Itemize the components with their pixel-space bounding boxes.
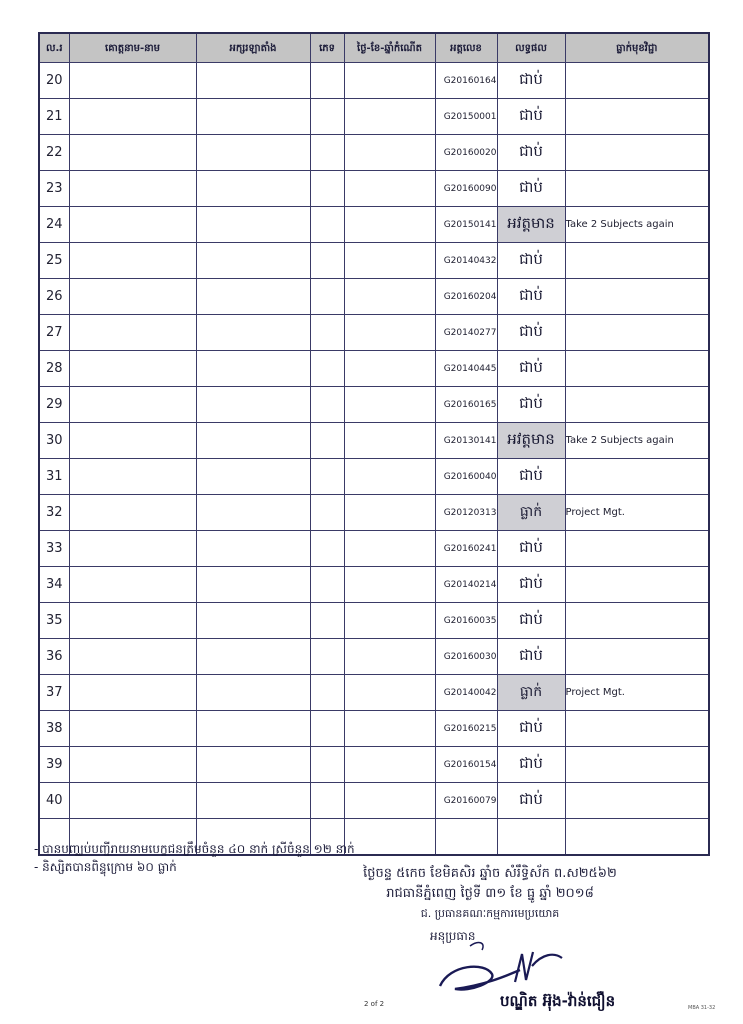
row-number: 37 bbox=[39, 675, 69, 711]
khmer-name-cell bbox=[69, 243, 196, 279]
header-sex: ភេទ bbox=[310, 33, 344, 63]
row-number: 36 bbox=[39, 639, 69, 675]
result-cell: ជាប់ bbox=[497, 135, 565, 171]
latin-name-cell bbox=[196, 567, 310, 603]
birthdate-cell bbox=[344, 423, 435, 459]
sex-cell bbox=[310, 63, 344, 99]
latin-name-cell bbox=[196, 783, 310, 819]
result-cell: ធ្លាក់ bbox=[497, 495, 565, 531]
latin-name-cell bbox=[196, 423, 310, 459]
birthdate-cell bbox=[344, 315, 435, 351]
student-id-cell: G20160165 bbox=[435, 387, 497, 423]
birthdate-cell bbox=[344, 783, 435, 819]
signature-area bbox=[430, 928, 690, 998]
khmer-name-cell bbox=[69, 207, 196, 243]
sex-cell bbox=[310, 387, 344, 423]
row-number: 26 bbox=[39, 279, 69, 315]
result-cell: អវត្តមាន bbox=[497, 423, 565, 459]
sex-cell bbox=[310, 567, 344, 603]
student-id-cell: G20160241 bbox=[435, 531, 497, 567]
khmer-name-cell bbox=[69, 279, 196, 315]
birthdate-cell bbox=[344, 171, 435, 207]
table-row bbox=[39, 459, 709, 495]
sex-cell bbox=[310, 171, 344, 207]
khmer-name-cell bbox=[69, 531, 196, 567]
result-cell: ជាប់ bbox=[497, 639, 565, 675]
birthdate-cell bbox=[344, 639, 435, 675]
latin-name-cell bbox=[196, 675, 310, 711]
student-id-cell: G20140277 bbox=[435, 315, 497, 351]
row-number: 31 bbox=[39, 459, 69, 495]
date-block bbox=[320, 864, 660, 924]
failed-subject-cell bbox=[565, 603, 709, 639]
failed-subject-cell bbox=[565, 279, 709, 315]
birthdate-cell bbox=[344, 531, 435, 567]
row-number: 22 bbox=[39, 135, 69, 171]
failed-subject-cell bbox=[565, 387, 709, 423]
khmer-name-cell bbox=[69, 747, 196, 783]
latin-name-cell bbox=[196, 531, 310, 567]
sex-cell bbox=[310, 243, 344, 279]
sex-cell bbox=[310, 711, 344, 747]
birthdate-cell bbox=[344, 279, 435, 315]
result-cell: ជាប់ bbox=[497, 711, 565, 747]
result-cell: ជាប់ bbox=[497, 279, 565, 315]
student-id-cell: G20160090 bbox=[435, 171, 497, 207]
table-header-row bbox=[39, 33, 709, 63]
failed-subject-cell bbox=[565, 63, 709, 99]
result-cell: ជាប់ bbox=[497, 783, 565, 819]
lunar-date: ថ្ងៃចន្ទ ៥កេច ខែមិគសិរ ឆ្នាំច សំរឹទ្ធិស័ក ព.ស២៥៦២ bbox=[363, 866, 617, 881]
header-failed-subject: ធ្លាក់មុខវិជ្ជា bbox=[565, 33, 709, 63]
birthdate-cell bbox=[344, 387, 435, 423]
result-cell: ជាប់ bbox=[497, 387, 565, 423]
sex-cell bbox=[310, 135, 344, 171]
row-number: 28 bbox=[39, 351, 69, 387]
table-row bbox=[39, 315, 709, 351]
birthdate-cell bbox=[344, 459, 435, 495]
table-row bbox=[39, 135, 709, 171]
failed-subject-cell bbox=[565, 99, 709, 135]
table-row bbox=[39, 495, 709, 531]
birthdate-cell bbox=[344, 135, 435, 171]
result-cell: អវត្តមាន bbox=[497, 207, 565, 243]
row-number: 27 bbox=[39, 315, 69, 351]
latin-name-cell bbox=[196, 99, 310, 135]
failed-subject-cell: Take 2 Subjects again bbox=[565, 423, 709, 459]
sex-cell bbox=[310, 459, 344, 495]
latin-name-cell bbox=[196, 63, 310, 99]
table-row bbox=[39, 279, 709, 315]
birthdate-cell bbox=[344, 243, 435, 279]
signatory-name: បណ្ឌិត អ៊ុង-វ៉ាន់ជឿន bbox=[500, 992, 616, 1010]
sex-cell bbox=[310, 351, 344, 387]
failed-subject-cell bbox=[565, 459, 709, 495]
latin-name-cell bbox=[196, 171, 310, 207]
empty-cell bbox=[344, 819, 435, 856]
student-id-cell: G20160020 bbox=[435, 135, 497, 171]
student-id-cell: G20150141 bbox=[435, 207, 497, 243]
failed-subject-cell bbox=[565, 783, 709, 819]
result-cell: ជាប់ bbox=[497, 351, 565, 387]
row-number: 35 bbox=[39, 603, 69, 639]
failed-subject-cell bbox=[565, 351, 709, 387]
khmer-name-cell bbox=[69, 783, 196, 819]
row-number: 24 bbox=[39, 207, 69, 243]
latin-name-cell bbox=[196, 459, 310, 495]
sex-cell bbox=[310, 783, 344, 819]
sex-cell bbox=[310, 603, 344, 639]
result-cell: ជាប់ bbox=[497, 99, 565, 135]
result-cell: ជាប់ bbox=[497, 459, 565, 495]
student-id-cell: G20160030 bbox=[435, 639, 497, 675]
student-id-cell: G20140042 bbox=[435, 675, 497, 711]
student-id-cell: G20160204 bbox=[435, 279, 497, 315]
latin-name-cell bbox=[196, 315, 310, 351]
sex-cell bbox=[310, 495, 344, 531]
sex-cell bbox=[310, 639, 344, 675]
note-line: - និស្សិតបានពិន្ទុក្រោម ៦០ ធ្លាក់ bbox=[34, 860, 177, 874]
khmer-name-cell bbox=[69, 675, 196, 711]
empty-cell bbox=[497, 819, 565, 856]
place-date: រាជធានីភ្នំពេញ ថ្ងៃទី ៣១ ខែ ធ្នូ ឆ្នាំ ២០១៨ bbox=[386, 886, 594, 901]
khmer-name-cell bbox=[69, 99, 196, 135]
signatory-title: ជ. ប្រធានគណៈកម្មការមេប្រយោគ bbox=[420, 907, 560, 920]
header-khmer-name: គោត្តនាម-នាម bbox=[69, 33, 196, 63]
sex-cell bbox=[310, 279, 344, 315]
birthdate-cell bbox=[344, 711, 435, 747]
result-cell: ជាប់ bbox=[497, 567, 565, 603]
sex-cell bbox=[310, 207, 344, 243]
sex-cell bbox=[310, 747, 344, 783]
sex-cell bbox=[310, 675, 344, 711]
birthdate-cell bbox=[344, 99, 435, 135]
failed-subject-cell bbox=[565, 135, 709, 171]
result-cell: ជាប់ bbox=[497, 603, 565, 639]
result-cell: ជាប់ bbox=[497, 243, 565, 279]
latin-name-cell bbox=[196, 207, 310, 243]
student-id-cell: G20120313 bbox=[435, 495, 497, 531]
table-row bbox=[39, 423, 709, 459]
khmer-name-cell bbox=[69, 63, 196, 99]
row-number: 32 bbox=[39, 495, 69, 531]
khmer-name-cell bbox=[69, 423, 196, 459]
latin-name-cell bbox=[196, 747, 310, 783]
table-row bbox=[39, 603, 709, 639]
latin-name-cell bbox=[196, 711, 310, 747]
table-row bbox=[39, 171, 709, 207]
result-cell: ជាប់ bbox=[497, 63, 565, 99]
student-id-cell: G20160154 bbox=[435, 747, 497, 783]
birthdate-cell bbox=[344, 495, 435, 531]
row-number: 33 bbox=[39, 531, 69, 567]
results-table bbox=[38, 32, 710, 856]
birthdate-cell bbox=[344, 747, 435, 783]
failed-subject-cell: Take 2 Subjects again bbox=[565, 207, 709, 243]
failed-subject-cell bbox=[565, 711, 709, 747]
latin-name-cell bbox=[196, 387, 310, 423]
table-row bbox=[39, 387, 709, 423]
khmer-name-cell bbox=[69, 135, 196, 171]
latin-name-cell bbox=[196, 135, 310, 171]
latin-name-cell bbox=[196, 639, 310, 675]
sex-cell bbox=[310, 99, 344, 135]
result-cell: ជាប់ bbox=[497, 315, 565, 351]
header-no: ល.រ bbox=[39, 33, 69, 63]
table-row bbox=[39, 711, 709, 747]
khmer-name-cell bbox=[69, 711, 196, 747]
birthdate-cell bbox=[344, 567, 435, 603]
empty-cell bbox=[435, 819, 497, 856]
row-number: 34 bbox=[39, 567, 69, 603]
failed-subject-cell bbox=[565, 531, 709, 567]
result-cell: ជាប់ bbox=[497, 747, 565, 783]
student-id-cell: G20130141 bbox=[435, 423, 497, 459]
student-id-cell: G20160035 bbox=[435, 603, 497, 639]
latin-name-cell bbox=[196, 603, 310, 639]
header-latin-name: អក្សរឡាតាំង bbox=[196, 33, 310, 63]
sex-cell bbox=[310, 423, 344, 459]
header-student-id: អត្តលេខ bbox=[435, 33, 497, 63]
student-id-cell: G20140432 bbox=[435, 243, 497, 279]
header-birthdate: ថ្ងៃ-ខែ-ឆ្នាំកំណើត bbox=[344, 33, 435, 63]
student-id-cell: G20160215 bbox=[435, 711, 497, 747]
student-id-cell: G20160079 bbox=[435, 783, 497, 819]
row-number: 21 bbox=[39, 99, 69, 135]
latin-name-cell bbox=[196, 279, 310, 315]
signatory-role: អនុប្រធាន bbox=[430, 929, 476, 943]
birthdate-cell bbox=[344, 207, 435, 243]
table-row bbox=[39, 63, 709, 99]
row-number: 23 bbox=[39, 171, 69, 207]
khmer-name-cell bbox=[69, 495, 196, 531]
student-id-cell: G20140445 bbox=[435, 351, 497, 387]
birthdate-cell bbox=[344, 351, 435, 387]
student-id-cell: G20150001 bbox=[435, 99, 497, 135]
failed-subject-cell bbox=[565, 567, 709, 603]
student-id-cell: G20160164 bbox=[435, 63, 497, 99]
khmer-name-cell bbox=[69, 351, 196, 387]
table-row bbox=[39, 99, 709, 135]
failed-subject-cell bbox=[565, 315, 709, 351]
row-number: 29 bbox=[39, 387, 69, 423]
failed-subject-cell: Project Mgt. bbox=[565, 495, 709, 531]
summary-notes bbox=[34, 840, 355, 876]
failed-subject-cell bbox=[565, 171, 709, 207]
table-row bbox=[39, 747, 709, 783]
khmer-name-cell bbox=[69, 567, 196, 603]
row-number: 38 bbox=[39, 711, 69, 747]
failed-subject-cell bbox=[565, 639, 709, 675]
khmer-name-cell bbox=[69, 639, 196, 675]
sex-cell bbox=[310, 531, 344, 567]
row-number: 30 bbox=[39, 423, 69, 459]
khmer-name-cell bbox=[69, 171, 196, 207]
failed-subject-cell bbox=[565, 243, 709, 279]
note-line: - បានបញ្ឈប់បញ្ជីរាយនាមបេក្ខជនត្រឹមចំនួន ៤០ នាក់ ស្រីចំនួន ១២ នាក់ bbox=[34, 842, 355, 856]
row-number: 40 bbox=[39, 783, 69, 819]
birthdate-cell bbox=[344, 675, 435, 711]
table-row bbox=[39, 243, 709, 279]
table-row bbox=[39, 783, 709, 819]
result-cell: ជាប់ bbox=[497, 171, 565, 207]
reference-code: MBA 31-32 bbox=[688, 1005, 716, 1011]
header-result: លទ្ធផល bbox=[497, 33, 565, 63]
sex-cell bbox=[310, 315, 344, 351]
khmer-name-cell bbox=[69, 459, 196, 495]
latin-name-cell bbox=[196, 351, 310, 387]
empty-cell bbox=[565, 819, 709, 856]
table-row bbox=[39, 675, 709, 711]
student-id-cell: G20160040 bbox=[435, 459, 497, 495]
table-row bbox=[39, 531, 709, 567]
table-row bbox=[39, 639, 709, 675]
table-row bbox=[39, 567, 709, 603]
khmer-name-cell bbox=[69, 603, 196, 639]
birthdate-cell bbox=[344, 63, 435, 99]
row-number: 39 bbox=[39, 747, 69, 783]
table-row bbox=[39, 207, 709, 243]
student-id-cell: G20140214 bbox=[435, 567, 497, 603]
row-number: 25 bbox=[39, 243, 69, 279]
failed-subject-cell: Project Mgt. bbox=[565, 675, 709, 711]
khmer-name-cell bbox=[69, 387, 196, 423]
latin-name-cell bbox=[196, 243, 310, 279]
result-cell: ធ្លាក់ bbox=[497, 675, 565, 711]
table-row bbox=[39, 351, 709, 387]
birthdate-cell bbox=[344, 603, 435, 639]
result-cell: ជាប់ bbox=[497, 531, 565, 567]
khmer-name-cell bbox=[69, 315, 196, 351]
row-number: 20 bbox=[39, 63, 69, 99]
failed-subject-cell bbox=[565, 747, 709, 783]
page-number: 2 of 2 bbox=[364, 1000, 385, 1008]
latin-name-cell bbox=[196, 495, 310, 531]
